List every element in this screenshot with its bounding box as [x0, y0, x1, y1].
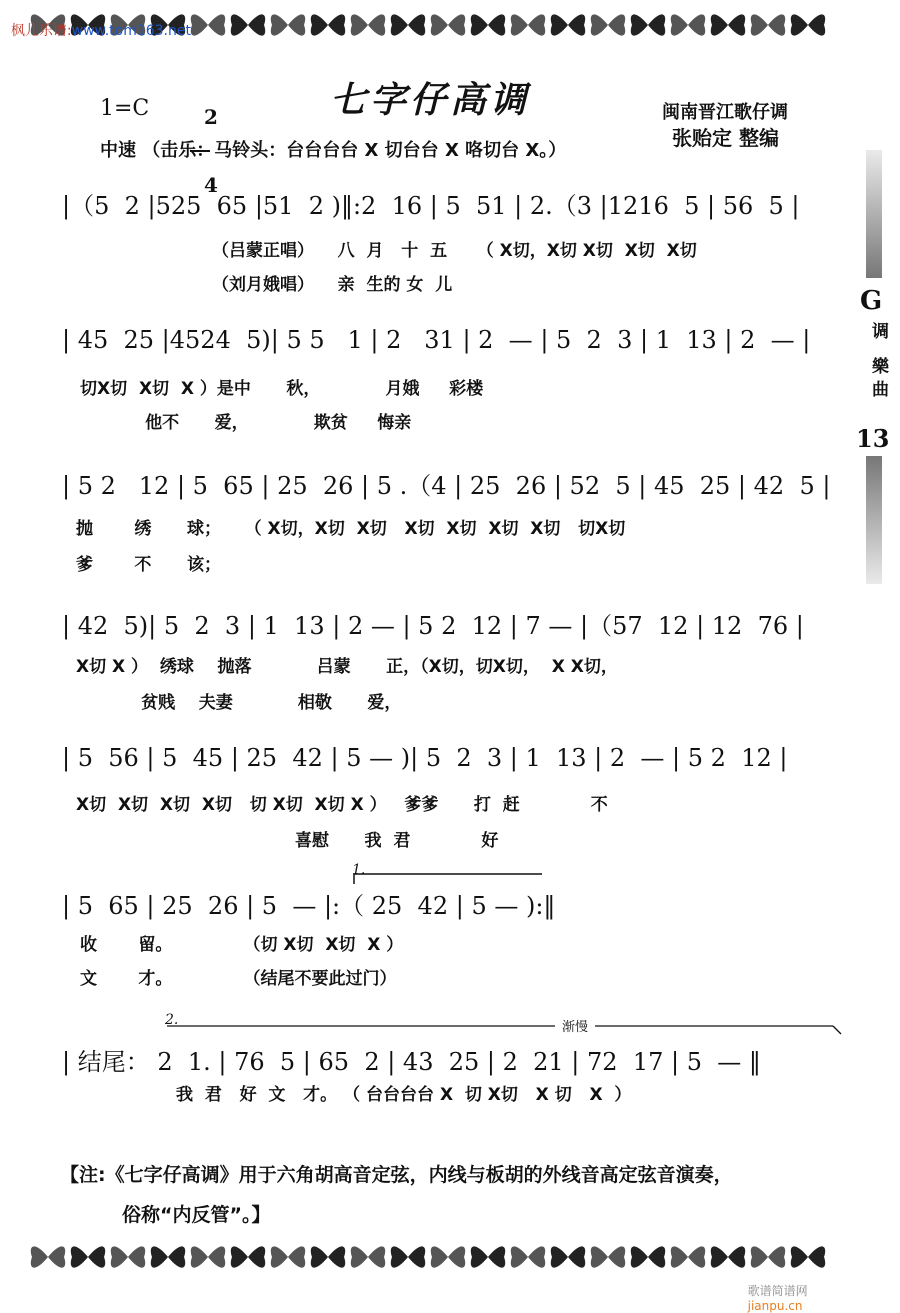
lyrics-line-5a: X切 X切 X切 X切 切 X切 X切 X ） 爹爹 打 赶 不 [76, 795, 608, 815]
footnote-line-1: 【注:《七字仔高调》用于六角胡高音定弦，内线与板胡的外线音高定弦音演奏， [60, 1164, 733, 1186]
border-butterfly [231, 14, 265, 35]
side-tab-bar-bottom [866, 456, 882, 584]
border-butterfly [151, 1246, 185, 1267]
watermark-site-name: 枫儿乐谱: [10, 23, 72, 39]
side-category-label: 调 樂曲 [868, 322, 888, 403]
border-butterfly [31, 1246, 65, 1267]
footer-watermark-text: 歌谱简谱网 [747, 1284, 808, 1298]
volta-1-bracket [352, 872, 552, 884]
lyrics-line-6b: 文 才。 （结尾不要此过门） [80, 969, 397, 989]
lyrics-line-2b: 他不 爱， 欺贫 悔亲 [80, 413, 412, 433]
border-butterfly [791, 14, 825, 35]
meter-bottom: 4 [203, 173, 218, 197]
side-key-letter: G [860, 286, 883, 316]
border-butterfly [351, 14, 385, 35]
notation-line-3: | 5 2 12 | 5 65 | 25 26 | 5 .（4 | 25 26 | 52 5 | 45 25 | 42 5 | [62, 472, 831, 500]
border-butterfly [231, 1246, 265, 1267]
border-butterfly [391, 14, 425, 35]
lyrics-line-6a: 收 留。 （切 X切 X切 X ） [80, 935, 404, 955]
border-butterfly [471, 1246, 505, 1267]
border-butterfly [391, 1246, 425, 1267]
border-butterfly [751, 1246, 785, 1267]
song-title: 七字仔高调 [330, 79, 531, 121]
border-butterfly [631, 1246, 665, 1267]
border-butterfly [751, 14, 785, 35]
border-butterfly [551, 1246, 585, 1267]
border-butterfly [431, 14, 465, 35]
border-butterfly [271, 1246, 305, 1267]
watermark-site [2, 4, 191, 40]
footer-watermark-domain: jianpu.cn [747, 1299, 803, 1313]
volta-1-marker: 1. [352, 862, 366, 878]
notation-line-2: | 45 25 |4524 5)| 5 5 1 | 2 31 | 2 — | 5 2 3 | 1 13 | 2 — | [62, 326, 811, 354]
border-butterfly [431, 1246, 465, 1267]
border-butterfly [351, 1246, 385, 1267]
border-butterfly [191, 14, 225, 35]
border-butterfly [791, 1246, 825, 1267]
lyrics-line-7: 我 君 好 文 才。 （ 台台台台 X 切 X切 X 切 X ） [176, 1085, 632, 1105]
border-butterfly [631, 14, 665, 35]
border-butterfly [311, 1246, 345, 1267]
song-origin: 闽南晋江歌仔调 [662, 102, 788, 123]
notation-line-4: | 42 5)| 5 2 3 | 1 13 | 2 — | 5 2 12 | 7 — |（57 12 | 12 76 | [62, 612, 804, 640]
border-butterfly [591, 14, 625, 35]
arranger: 张贻定 整编 [672, 126, 779, 150]
notation-line-5: | 5 56 | 5 45 | 25 42 | 5 — )| 5 2 3 | 1 13 | 2 — | 5 2 12 | [62, 744, 788, 772]
border-butterfly [111, 1246, 145, 1267]
footer-watermark [740, 1268, 808, 1313]
lyrics-line-3b: 爹 不 该； [76, 555, 221, 575]
border-butterfly [511, 1246, 545, 1267]
meter-top: 2 [203, 105, 218, 129]
side-tab-bar-top [866, 150, 882, 278]
border-butterfly [511, 14, 545, 35]
lyrics-line-4a: X切 X ） 绣球 抛落 吕蒙 正，（X切，切X切， X X切， [76, 657, 618, 677]
notation-line-6: | 5 65 | 25 26 | 5 — |:（ 25 42 | 5 — ):‖ [62, 892, 556, 920]
key-signature: 1=C [100, 96, 150, 121]
border-butterfly [71, 1246, 105, 1267]
tempo-percussion-line: 中速 （击乐：马铃头：台台台台 X 切台台 X 咯切台 X。） [100, 140, 567, 161]
lyrics-line-5b: 喜慰 我 君 好 [76, 831, 499, 851]
border-butterfly [711, 14, 745, 35]
lyrics-line-1a: （吕蒙正唱） 八 月 十 五 （ X切，X切 X切 X切 X切 [212, 241, 697, 261]
volta-2-marker: 2. [165, 1012, 179, 1028]
border-butterfly [191, 1246, 225, 1267]
border-butterfly [311, 14, 345, 35]
lyrics-line-1b: （刘月娥唱） 亲 生的 女 儿 [212, 275, 453, 295]
border-butterfly [671, 1246, 705, 1267]
border-butterfly [591, 1246, 625, 1267]
ritardando-marking: 渐慢 [562, 1020, 589, 1035]
lyrics-line-4b: 贫贱 夫妻 相敬 爱， [76, 693, 402, 713]
footnote-line-2: 俗称“内反管”。】 [122, 1204, 271, 1226]
border-butterfly [471, 14, 505, 35]
border-butterfly [271, 14, 305, 35]
border-butterfly [551, 14, 585, 35]
notation-line-1: |（5 2 |525 65 |51 2 )‖:2 16 | 5 51 | 2.（3 |1216 5 | 56 5 | [62, 192, 800, 220]
border-butterfly [711, 1246, 745, 1267]
lyrics-line-2a: 切X切 X切 X ）是中 秋， 月娥 彩楼 [80, 379, 484, 399]
border-butterfly [671, 14, 705, 35]
lyrics-line-3a: 抛 绣 球； （ X切，X切 X切 X切 X切 X切 X切 切X切 [76, 519, 626, 539]
volta-2-line [165, 1022, 845, 1036]
notation-line-7: | 结尾： 2 1. | 76 5 | 65 2 | 43 25 | 2 21 | 72 17 | 5 — ‖ [62, 1048, 761, 1076]
watermark-url: www.tom163.net [71, 23, 191, 39]
page-number: 13 [856, 424, 890, 453]
